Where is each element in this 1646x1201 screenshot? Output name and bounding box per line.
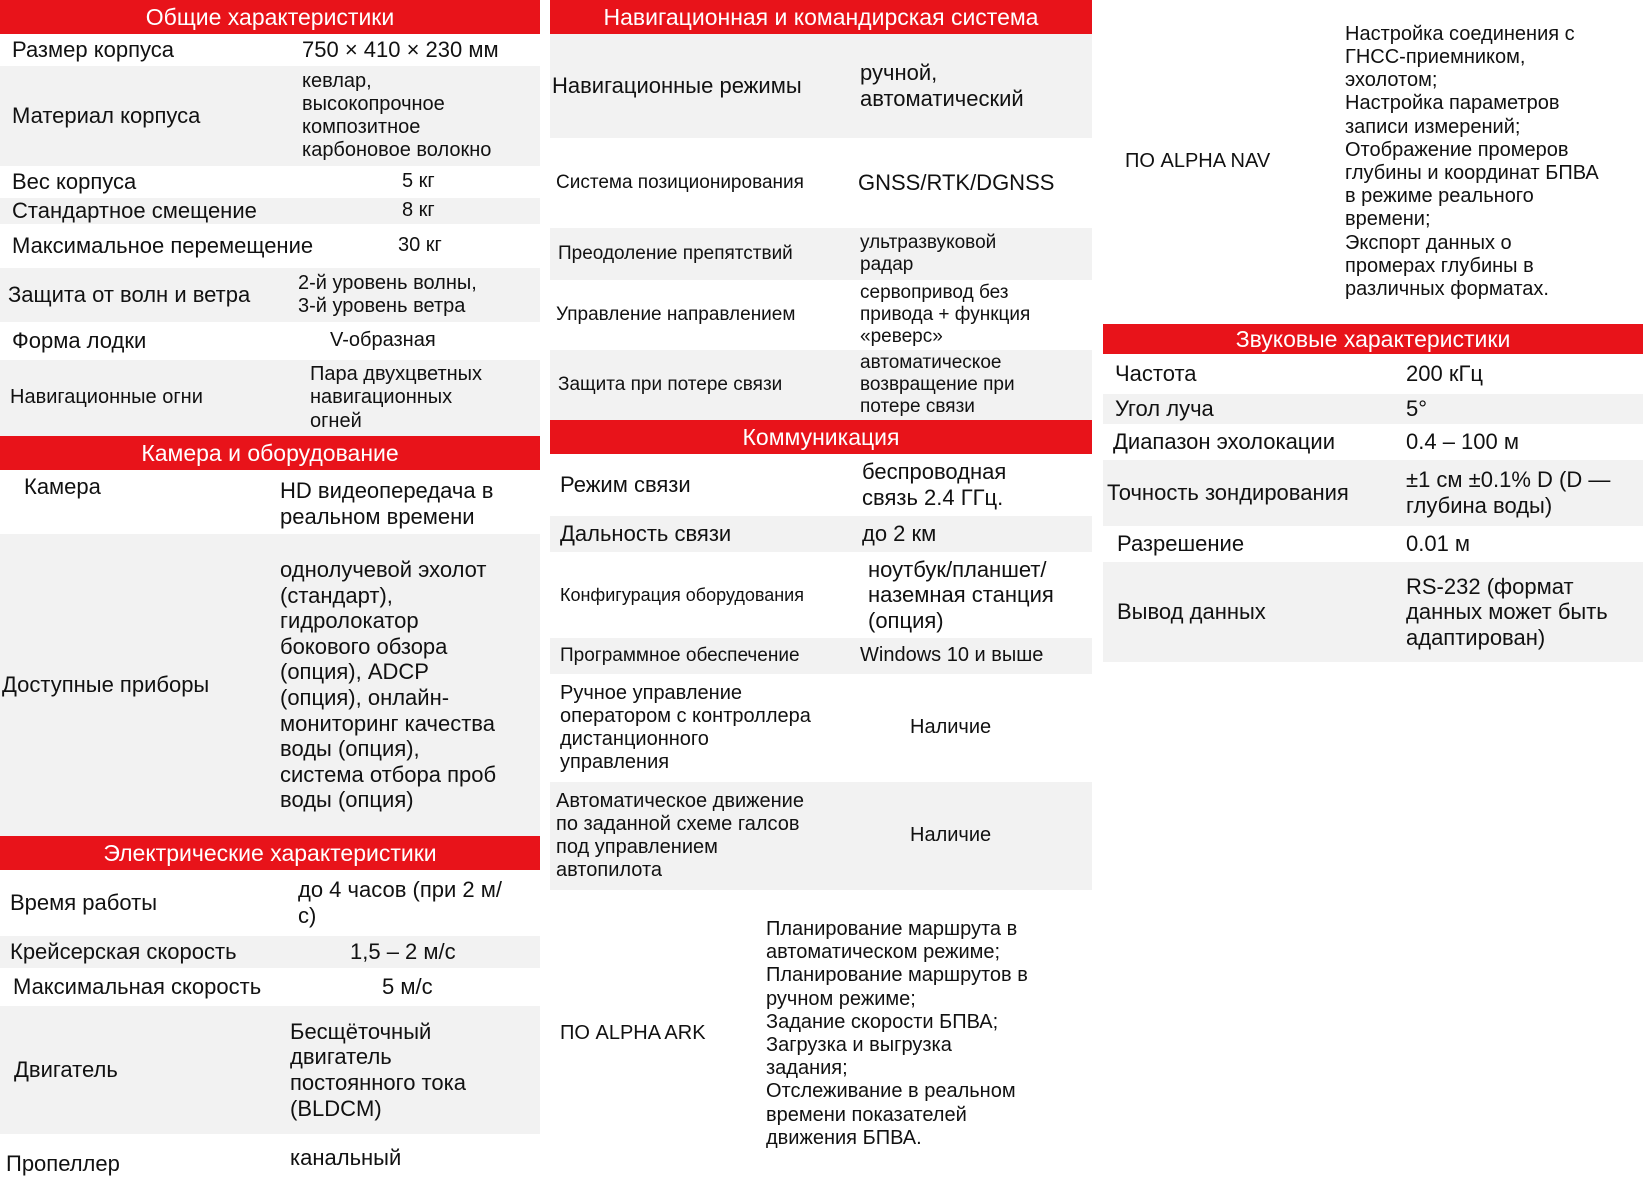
table-row: Диапазон эхолокации 0.4 – 100 м <box>1113 429 1519 455</box>
table-row: Время работы до 4 часов (при 2 м/ с) <box>10 877 502 928</box>
table-row: Конфигурация оборудования ноутбук/планшет/ наземная станция (опция) <box>560 556 1054 633</box>
table-row: ПО ALPHA NAV Настройка соединения с ГНСС-приемником, эхолотом; Настройка параметров записи измерений; Отображение промеров глубины и координат БПВА в режиме реального времени; Экспорт данных о промерах глубины в различных форматах. <box>1125 22 1599 300</box>
table-row: Режим связи беспроводная связь 2.4 ГГц. <box>560 459 1007 510</box>
table-row: Система позиционирования GNSS/RTK/DGNSS <box>556 170 1055 196</box>
table-row: Угол луча 5° <box>1103 394 1643 424</box>
table-row: Программное обеспечение Windows 10 и выше <box>550 638 1092 674</box>
table-row: Дальность связи до 2 км <box>550 516 1092 552</box>
table-row: Форма лодки V-образная <box>12 328 436 354</box>
table-row: Защита при потере связи автоматическое возвращение при потере связи <box>550 350 1092 420</box>
table-row: Вес корпуса 5 кг <box>12 169 435 195</box>
table-row: ПО ALPHA ARK Планирование маршрута в автоматическом режиме; Планирование маршрутов в ручном режиме; Задание скорости БПВА; Загрузка и выгрузка задания; Отслеживание в реальном времени показателей движения БПВА. <box>560 918 1028 1149</box>
section-header-general: Общие характеристики <box>0 0 540 34</box>
table-row: Защита от волн и ветра 2-й уровень волны, 3-й уровень ветра <box>0 268 540 322</box>
table-row: Преодоление препятствий ультразвуковой радар <box>550 228 1092 280</box>
table-row: Двигатель Бесщёточный двигатель постоянного тока (BLDCM) <box>0 1006 540 1134</box>
spec-column-1 <box>0 0 540 1182</box>
table-row: Стандартное смещение 8 кг <box>0 198 540 224</box>
table-row: Точность зондирования ±1 см ±0.1% D (D — глубина воды) <box>1103 460 1643 526</box>
table-row: Пропеллер канальный <box>6 1145 402 1177</box>
section-header-electric: Электрические характеристики <box>0 836 540 870</box>
table-row: Навигационные огни Пара двухцветных навигационных огней <box>0 360 540 436</box>
table-row: Вывод данных RS-232 (формат данных может быть адаптирован) <box>1103 562 1643 662</box>
section-header-communication: Коммуникация <box>550 420 1092 454</box>
table-row: Максимальная скорость 5 м/с <box>13 974 433 1000</box>
section-header-camera: Камера и оборудование <box>0 436 540 470</box>
table-row: Ручное управление оператором с контроллера дистанционного управления Наличие <box>560 681 992 774</box>
table-row: Навигационные режимы ручной, автоматический <box>550 34 1092 138</box>
table-row: Разрешение 0.01 м <box>1117 531 1471 557</box>
table-row: Камера HD видеопередача в реальном времени <box>24 474 494 529</box>
table-row: Управление направлением сервопривод без привода + функция «реверс» <box>556 281 1031 348</box>
table-row: Материал корпуса кевлар, высокопрочное композитное карбоновое волокно <box>0 66 540 166</box>
section-header-sound: Звуковые характеристики <box>1103 324 1643 354</box>
table-row: Автоматическое движение по заданной схеме галсов под управлением автопилота Наличие <box>550 782 1092 890</box>
table-row: Размер корпуса 750 × 410 × 230 мм <box>12 37 499 63</box>
table-row: Максимальное перемещение 30 кг <box>12 233 442 259</box>
table-row: Доступные приборы однолучевой эхолот (стандарт), гидролокатор бокового обзора (опция), ADCP (опция), онлайн- мониторинг качества воды (опция), система отбора проб воды (опция) <box>0 534 540 836</box>
spec-column-3 <box>1103 0 1643 662</box>
spec-column-2 <box>550 0 1092 1178</box>
table-row: Крейсерская скорость 1,5 – 2 м/с <box>0 936 540 968</box>
section-header-navigation: Навигационная и командирская система <box>550 0 1092 34</box>
table-row: Частота 200 кГц <box>1115 361 1483 387</box>
